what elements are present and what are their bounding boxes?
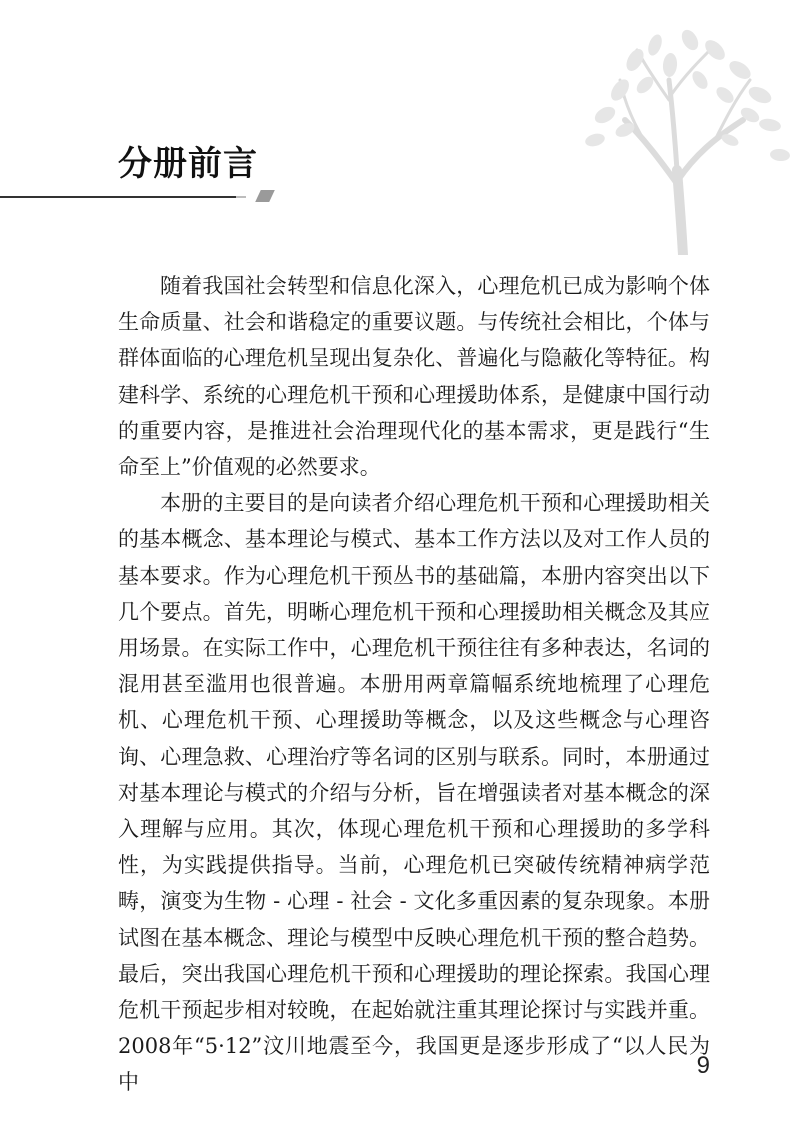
tree-icon bbox=[565, 20, 800, 255]
page-title: 分册前言 bbox=[118, 144, 258, 184]
paragraph-2: 本册的主要目的是向读者介绍心理危机干预和心理援助相关的基本概念、基本理论与模式、基本工作方法以及对工作人员的基本要求。作为心理危机干预丛书的基础篇，本册内容突出以下几个要点。首先，明晰心理危机干预和心理援助相关概念及其应用场景。在实际工作中，心理危机干预往往有多种表达，名词的混用甚至滥用也很普遍。本册用两章篇幅系统地梳理了心理危机、心理危机干预、心理援助等概念，以及这些概念与心理咨询、心理急救、心理治疗等名词的区别与联系。同时，本册通过对基本理论与模式的介绍与分析，旨在增强读者对基本概念的深入理解与应用。其次，体现心理危机干预和心理援助的多学科性，为实践提供指导。当前，心理危机已突破传统精神病学范畴，演变为生物 - 心理 - 社会 - 文化多重因素的复杂现象。本册试图在基本概念、理论与模型中反映心理危机干预的整合趋势。最后，突出我国心理危机干预和心理援助的理论探索。我国心理危机干预起步相对较晚，在起始就注重其理论探讨与实践并重。2008年“5·12”汶川地震至今，我国更是逐步形成了“以人民为中 bbox=[118, 491, 710, 1095]
page-number: 9 bbox=[696, 1052, 710, 1079]
heading-underline bbox=[0, 196, 236, 198]
heading-underline-tail bbox=[236, 196, 246, 198]
heading-accent-mark bbox=[255, 190, 275, 202]
paragraph-1: 随着我国社会转型和信息化深入，心理危机已成为影响个体生命质量、社会和谐稳定的重要议题。与传统社会相比，个体与群体面临的心理危机呈现出复杂化、普遍化与隐蔽化等特征。构建科学、系统的心理危机干预和心理援助体系，是健康中国行动的重要内容，是推进社会治理现代化的基本需求，更是践行“生命至上”价值观的必然要求。 bbox=[118, 274, 710, 480]
body-text bbox=[118, 268, 710, 1101]
